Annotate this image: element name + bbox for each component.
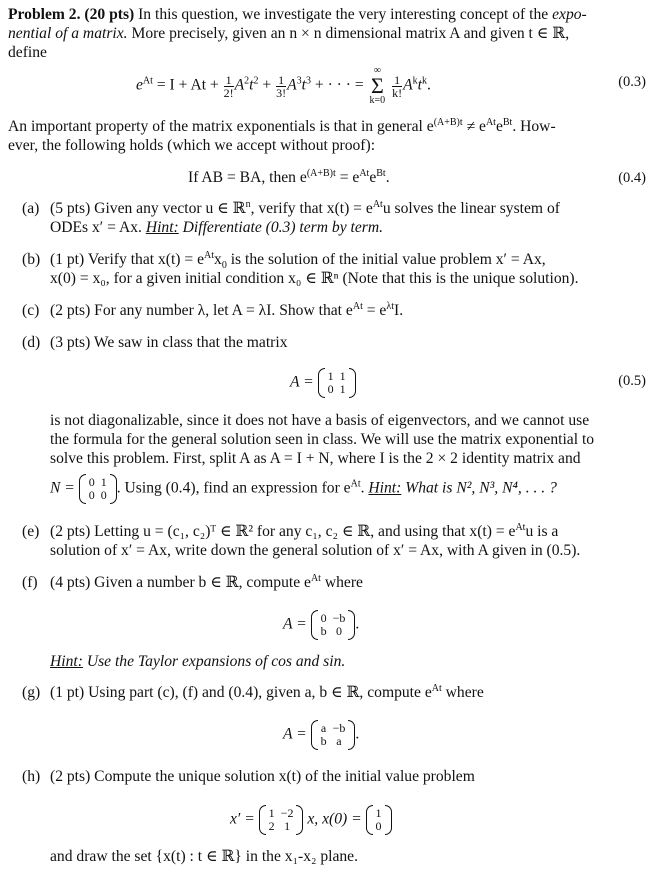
part-a-label: (a) bbox=[22, 200, 40, 217]
eq03-tag: (0.3) bbox=[618, 74, 646, 90]
problem-intro-text: In this question, we investigate the very interesting concept of the bbox=[138, 6, 549, 23]
problem-intro-emphasis-2: nential of a matrix. bbox=[8, 25, 128, 42]
eq04-tag: (0.4) bbox=[618, 170, 646, 186]
n-matrix: 0 1 0 0 bbox=[79, 476, 117, 502]
part-c-label: (c) bbox=[22, 302, 40, 319]
eq03-body: = I + At + bbox=[156, 76, 219, 94]
problem-intro-text-2: More precisely, given an n × n dimensional matrix A and given t ∈ ℝ, bbox=[131, 25, 570, 42]
part-g-matrix: a −b b a bbox=[311, 722, 356, 748]
problem-points: (20 pts) bbox=[84, 6, 135, 23]
part-f-label: (f) bbox=[22, 574, 38, 591]
part-h-vector: 1 0 bbox=[366, 807, 392, 833]
property-line2: ever, the following holds (which we accept without proof): bbox=[8, 137, 376, 154]
part-d-hint: Hint: bbox=[368, 479, 402, 497]
part-g-line1: (1 pt) Using part (c), (f) and (0.4), given a, b ∈ ℝ, compute $e^{At}$ where bbox=[50, 682, 484, 701]
part-f-hint: Hint: bbox=[50, 653, 83, 670]
part-b-line2: x(0) = x₀, for a given initial condition x₀ ∈ ℝⁿ (Note that this is the unique solution). bbox=[50, 270, 579, 287]
part-d-line4: solve this problem. First, split A as A = I + N, where I is the 2 × 2 identity matrix and bbox=[50, 450, 581, 467]
part-b-label: (b) bbox=[22, 251, 41, 268]
problem-intro-line2 bbox=[8, 25, 569, 43]
part-d-matrix-eq: A = 1 1 0 1 bbox=[290, 370, 356, 396]
part-h-label: (h) bbox=[22, 768, 41, 785]
eq03-frac-2: $\frac{1}{2!}$ bbox=[223, 72, 234, 100]
eq03-sum: ∞ Σ k=0 bbox=[369, 65, 386, 106]
part-d-label: (d) bbox=[22, 334, 41, 351]
property-line1: An important property of the matrix exponentials is that in general $e^{(A+B)t} \ne e^{At}e^{Bt}$. How- bbox=[8, 116, 556, 135]
equation-0-4: If AB = BA, then $e^{(A+B)t} = e^{At}e^{Bt}$. bbox=[188, 167, 390, 186]
equation-0-3: $e^{At} = I + At$ + $\frac{1}{2!}$ $A^2t^2$ + $\frac{1}{3!}$ $A^3t^3$ + · · · = ∞ Σ k=0 $\frac{1}{k!}$ $A^kt^k$. bbox=[136, 65, 431, 106]
part-h-line2: and draw the set {x(t) : t ∈ ℝ} in the x₁-x₂ plane. bbox=[50, 848, 358, 865]
part-d-line3: the formula for the general solution seen in class. We will use the matrix exponential to bbox=[50, 431, 595, 448]
part-d-matrix: 1 1 0 1 bbox=[318, 370, 356, 396]
eq03-frac-3: $\frac{1}{3!}$ bbox=[276, 72, 287, 100]
part-e-line2: solution of x′ = Ax, write down the general solution of x′ = Ax, with A given in (0.5). bbox=[50, 542, 581, 559]
part-d-line2: is not diagonalizable, since it does not have a basis of eigenvectors, and we cannot use bbox=[50, 412, 590, 429]
part-a-hint: Hint: bbox=[145, 219, 179, 236]
eq05-tag: (0.5) bbox=[618, 373, 646, 389]
part-d-line5: N = 0 1 0 0 . Using (0.4), find an expression for $e^{At}$. Hint: What is N², N³, N⁴, . . . ? bbox=[50, 475, 557, 502]
problem-intro-line3: define bbox=[8, 44, 47, 61]
part-e-line1: (2 pts) Letting u = (c₁, c₂)ᵀ ∈ ℝ² for any c₁, c₂ ∈ ℝ, and using that $x(t) = e^{At}u$ is a bbox=[50, 521, 559, 540]
part-d-line1: (3 pts) We saw in class that the matrix bbox=[50, 334, 288, 351]
part-f-line1: (4 pts) Given a number b ∈ ℝ, compute $e^{At}$ where bbox=[50, 572, 363, 591]
part-e-label: (e) bbox=[22, 523, 40, 540]
problem-intro-emphasis: expo- bbox=[552, 6, 587, 23]
part-a-line1: (5 pts) Given any vector u ∈ ℝ$^n$, verify that $x(t) = e^{At}u$ solves the linear system of bbox=[50, 198, 560, 217]
problem-label: Problem 2. bbox=[8, 6, 81, 23]
part-h-ivp-eq: x′ = 1 −2 2 1 x, x(0) = 1 0 bbox=[230, 807, 392, 833]
part-f-matrix-eq: A = 0 −b b 0 . bbox=[283, 611, 360, 638]
part-h-line1: (2 pts) Compute the unique solution x(t) of the initial value problem bbox=[50, 768, 475, 785]
part-c-line: (2 pts) For any number λ, let A = λI. Show that $e^{At} = e^{\lambda t}I$. bbox=[50, 300, 404, 319]
eq03-frac-k: $\frac{1}{k!}$ bbox=[392, 72, 403, 100]
part-g-matrix-eq: A = a −b b a . bbox=[283, 721, 360, 748]
part-f-matrix: 0 −b b 0 bbox=[311, 612, 356, 638]
part-g-label: (g) bbox=[22, 684, 41, 701]
part-h-matrix: 1 −2 2 1 bbox=[259, 807, 304, 833]
eq03-lhs-sup: At bbox=[142, 75, 153, 87]
part-b-line1: (1 pt) Verify that $x(t) = e^{At}x_0$ is the solution of the initial value problem x′ = Ax, bbox=[50, 249, 546, 272]
problem-intro-line1 bbox=[8, 6, 587, 24]
part-a-line2: ODEs x′ = Ax. Hint: Differentiate (0.3) term by term. bbox=[50, 219, 384, 236]
eq03-lhs: e bbox=[136, 76, 143, 94]
part-f-hint-line: Hint: Use the Taylor expansions of cos and sin. bbox=[50, 653, 346, 670]
